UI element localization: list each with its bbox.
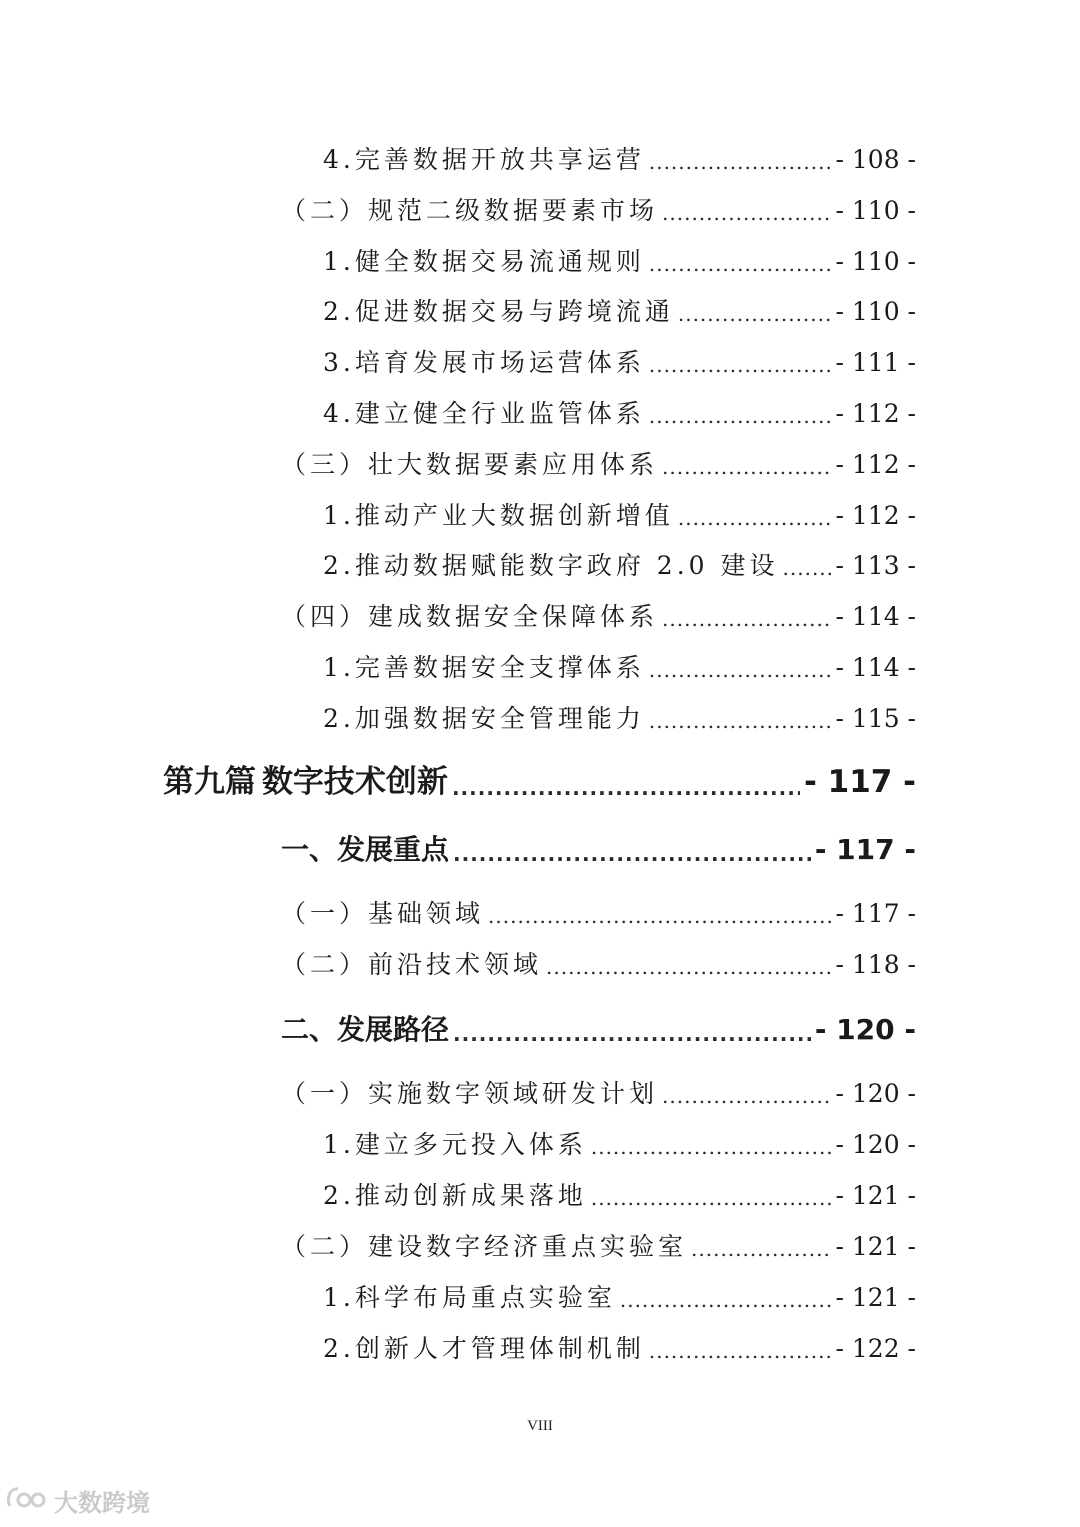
toc-entry (281, 952, 916, 977)
toc-leader-dots (649, 711, 832, 731)
toc-page-number: - 108 - (835, 145, 916, 174)
toc-entry-title: （三）壮大数据要素应用体系 (281, 450, 659, 479)
page-number: VIII (527, 1418, 553, 1434)
toc-entry (323, 706, 916, 731)
toc-entry (323, 655, 916, 680)
toc-leader-dots (649, 355, 832, 375)
toc-entry (323, 553, 916, 578)
toc-page-number: - 115 - (835, 704, 916, 733)
toc-page-number: - 111 - (835, 348, 916, 377)
toc-page-number: - 117 - (814, 833, 916, 866)
toc-entry-title: （四）建成数据安全保障体系 (281, 602, 659, 631)
toc-page-number: - 122 - (835, 1334, 916, 1363)
toc-page-number: - 121 - (835, 1283, 916, 1312)
toc-entry-title: 2.促进数据交易与跨境流通 (323, 297, 674, 326)
toc-entry (323, 350, 916, 375)
toc-entry-title: （一）基础领域 (281, 899, 485, 928)
toc-entry (281, 1081, 916, 1106)
toc-leader-dots (649, 152, 832, 172)
toc-entry-title: （二）建设数字经济重点实验室 (281, 1232, 688, 1261)
toc-part-label: 第九篇 (163, 764, 256, 800)
toc-entry-title: 一、发展重点 (281, 833, 450, 866)
toc-leader-dots (452, 778, 800, 798)
toc-leader-dots (591, 1188, 832, 1208)
toc-page-number: - 110 - (835, 247, 916, 276)
toc-page-number: - 117 - (803, 764, 916, 800)
toc-leader-dots (488, 906, 831, 926)
watermark (4, 1483, 150, 1518)
toc-page-number: - 121 - (835, 1232, 916, 1261)
toc-leader-dots (546, 957, 831, 977)
toc-page-number: - 112 - (835, 399, 916, 428)
toc-leader-dots (662, 457, 831, 477)
toc-entry (281, 452, 916, 477)
toc-entry-title: 二、发展路径 (281, 1013, 450, 1046)
toc-leader-dots (649, 406, 832, 426)
toc-entry (323, 1132, 916, 1157)
toc-leader-dots (453, 1024, 811, 1044)
toc-page-number: - 117 - (835, 899, 916, 928)
toc-entry (281, 1234, 916, 1259)
toc-entry-title: 2.推动创新成果落地 (323, 1181, 587, 1210)
toc-entry-title: 1.完善数据安全支撑体系 (323, 653, 645, 682)
toc-entry-title: 3.培育发展市场运营体系 (323, 348, 645, 377)
toc-page-number: - 110 - (835, 297, 916, 326)
toc-entry-title: 1.建立多元投入体系 (323, 1130, 587, 1159)
toc-leader-dots (783, 558, 832, 578)
watermark-logo-icon (4, 1484, 54, 1518)
toc-leader-dots (662, 609, 831, 629)
toc-entry-title: 1.推动产业大数据创新增值 (323, 501, 674, 530)
toc-page-number: - 112 - (835, 501, 916, 530)
toc-entry-title: 数字技术创新 (261, 764, 448, 800)
toc-page-number: - 118 - (835, 950, 916, 979)
toc-leader-dots (662, 203, 831, 223)
toc-part-heading (163, 764, 916, 800)
toc-leader-dots (649, 254, 832, 274)
toc-page-number: - 120 - (835, 1079, 916, 1108)
toc-leader-dots (649, 1341, 832, 1361)
watermark-text: 大数跨境 (54, 1489, 150, 1517)
toc-entry-title: （一）实施数字领域研发计划 (281, 1079, 659, 1108)
toc-leader-dots (691, 1239, 831, 1259)
toc-section-heading (281, 833, 916, 866)
toc-entry (323, 1285, 916, 1310)
toc-section-heading (281, 1013, 916, 1046)
toc-page-number: - 113 - (835, 551, 916, 580)
toc-leader-dots (678, 508, 832, 528)
toc-entry-title: 1.科学布局重点实验室 (323, 1283, 616, 1312)
toc-page-number: - 110 - (835, 196, 916, 225)
toc-entry-title: 2.推动数据赋能数字政府 2.0 建设 (323, 551, 779, 580)
toc-leader-dots (453, 844, 811, 864)
toc-page-number: - 120 - (835, 1130, 916, 1159)
toc-leader-dots (620, 1290, 832, 1310)
toc-entry (323, 249, 916, 274)
toc-entry-title: 2.加强数据安全管理能力 (323, 704, 645, 733)
toc-entry (323, 503, 916, 528)
toc-page-number: - 120 - (814, 1013, 916, 1046)
toc-entry-title: 1.健全数据交易流通规则 (323, 247, 645, 276)
toc-entry (323, 1183, 916, 1208)
toc-page-number: - 114 - (835, 602, 916, 631)
toc-entry-title: （二）前沿技术领域 (281, 950, 543, 979)
toc-entry-title: 4.完善数据开放共享运营 (323, 145, 645, 174)
toc-entry (281, 901, 916, 926)
toc-entry-title: （二）规范二级数据要素市场 (281, 196, 659, 225)
toc-entry-title: 2.创新人才管理体制机制 (323, 1334, 645, 1363)
toc-leader-dots (678, 304, 832, 324)
toc-leader-dots (591, 1137, 832, 1157)
toc-page-number: - 112 - (835, 450, 916, 479)
toc-page-number: - 114 - (835, 653, 916, 682)
toc-entry (323, 147, 916, 172)
toc-entry (281, 604, 916, 629)
toc-page-number: - 121 - (835, 1181, 916, 1210)
toc-entry (323, 401, 916, 426)
toc-entry (281, 198, 916, 223)
toc-leader-dots (649, 660, 832, 680)
toc-entry-title: 4.建立健全行业监管体系 (323, 399, 645, 428)
toc-entry (323, 1336, 916, 1361)
toc-leader-dots (662, 1086, 831, 1106)
toc-entry (323, 299, 916, 324)
